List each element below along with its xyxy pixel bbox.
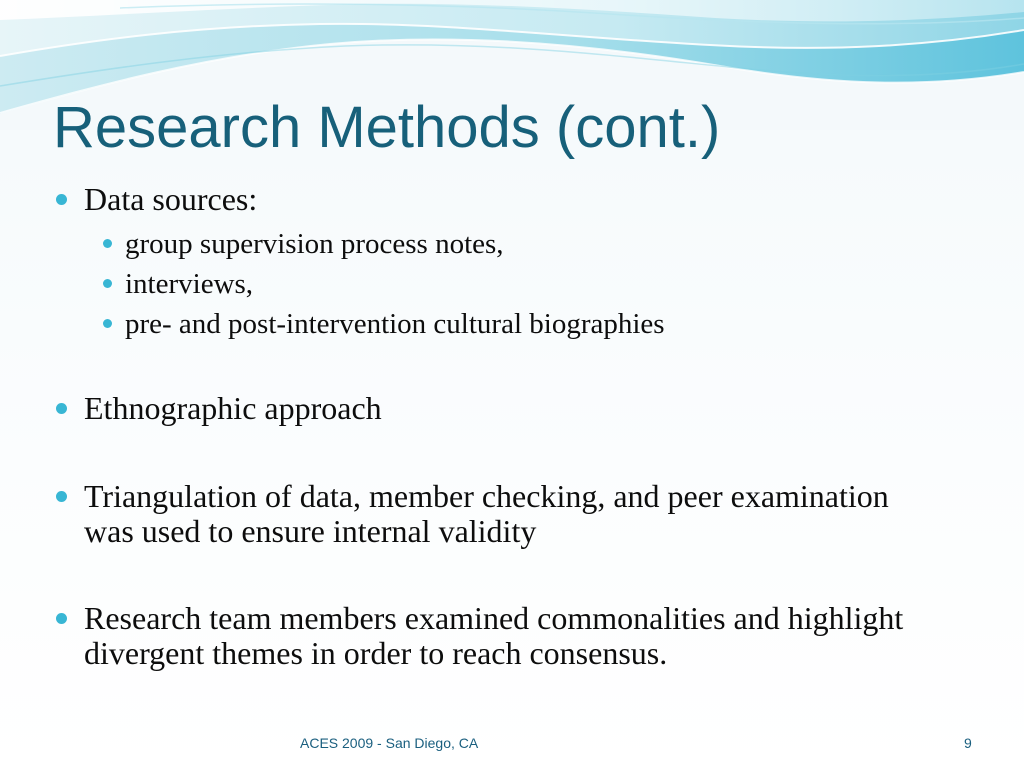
bullet-ethnographic-approach: Ethnographic approach: [84, 391, 914, 426]
bullet-triangulation: Triangulation of data, member checking, and peer examination was used to ensure internal validity: [84, 479, 914, 549]
slide-title: Research Methods (cont.): [53, 95, 721, 160]
bullet-research-team: Research team members examined commonalities and highlight divergent themes in order to reach consensus.: [84, 601, 914, 671]
subbullet-cultural-biographies: pre- and post-intervention cultural biographies: [125, 308, 915, 341]
subbullet-interviews: interviews,: [125, 268, 915, 301]
bullet-data-sources: Data sources:: [84, 182, 914, 217]
subbullet-process-notes: group supervision process notes,: [125, 228, 915, 261]
footer-text: ACES 2009 - San Diego, CA: [300, 735, 479, 751]
slide-number: 9: [964, 735, 972, 751]
